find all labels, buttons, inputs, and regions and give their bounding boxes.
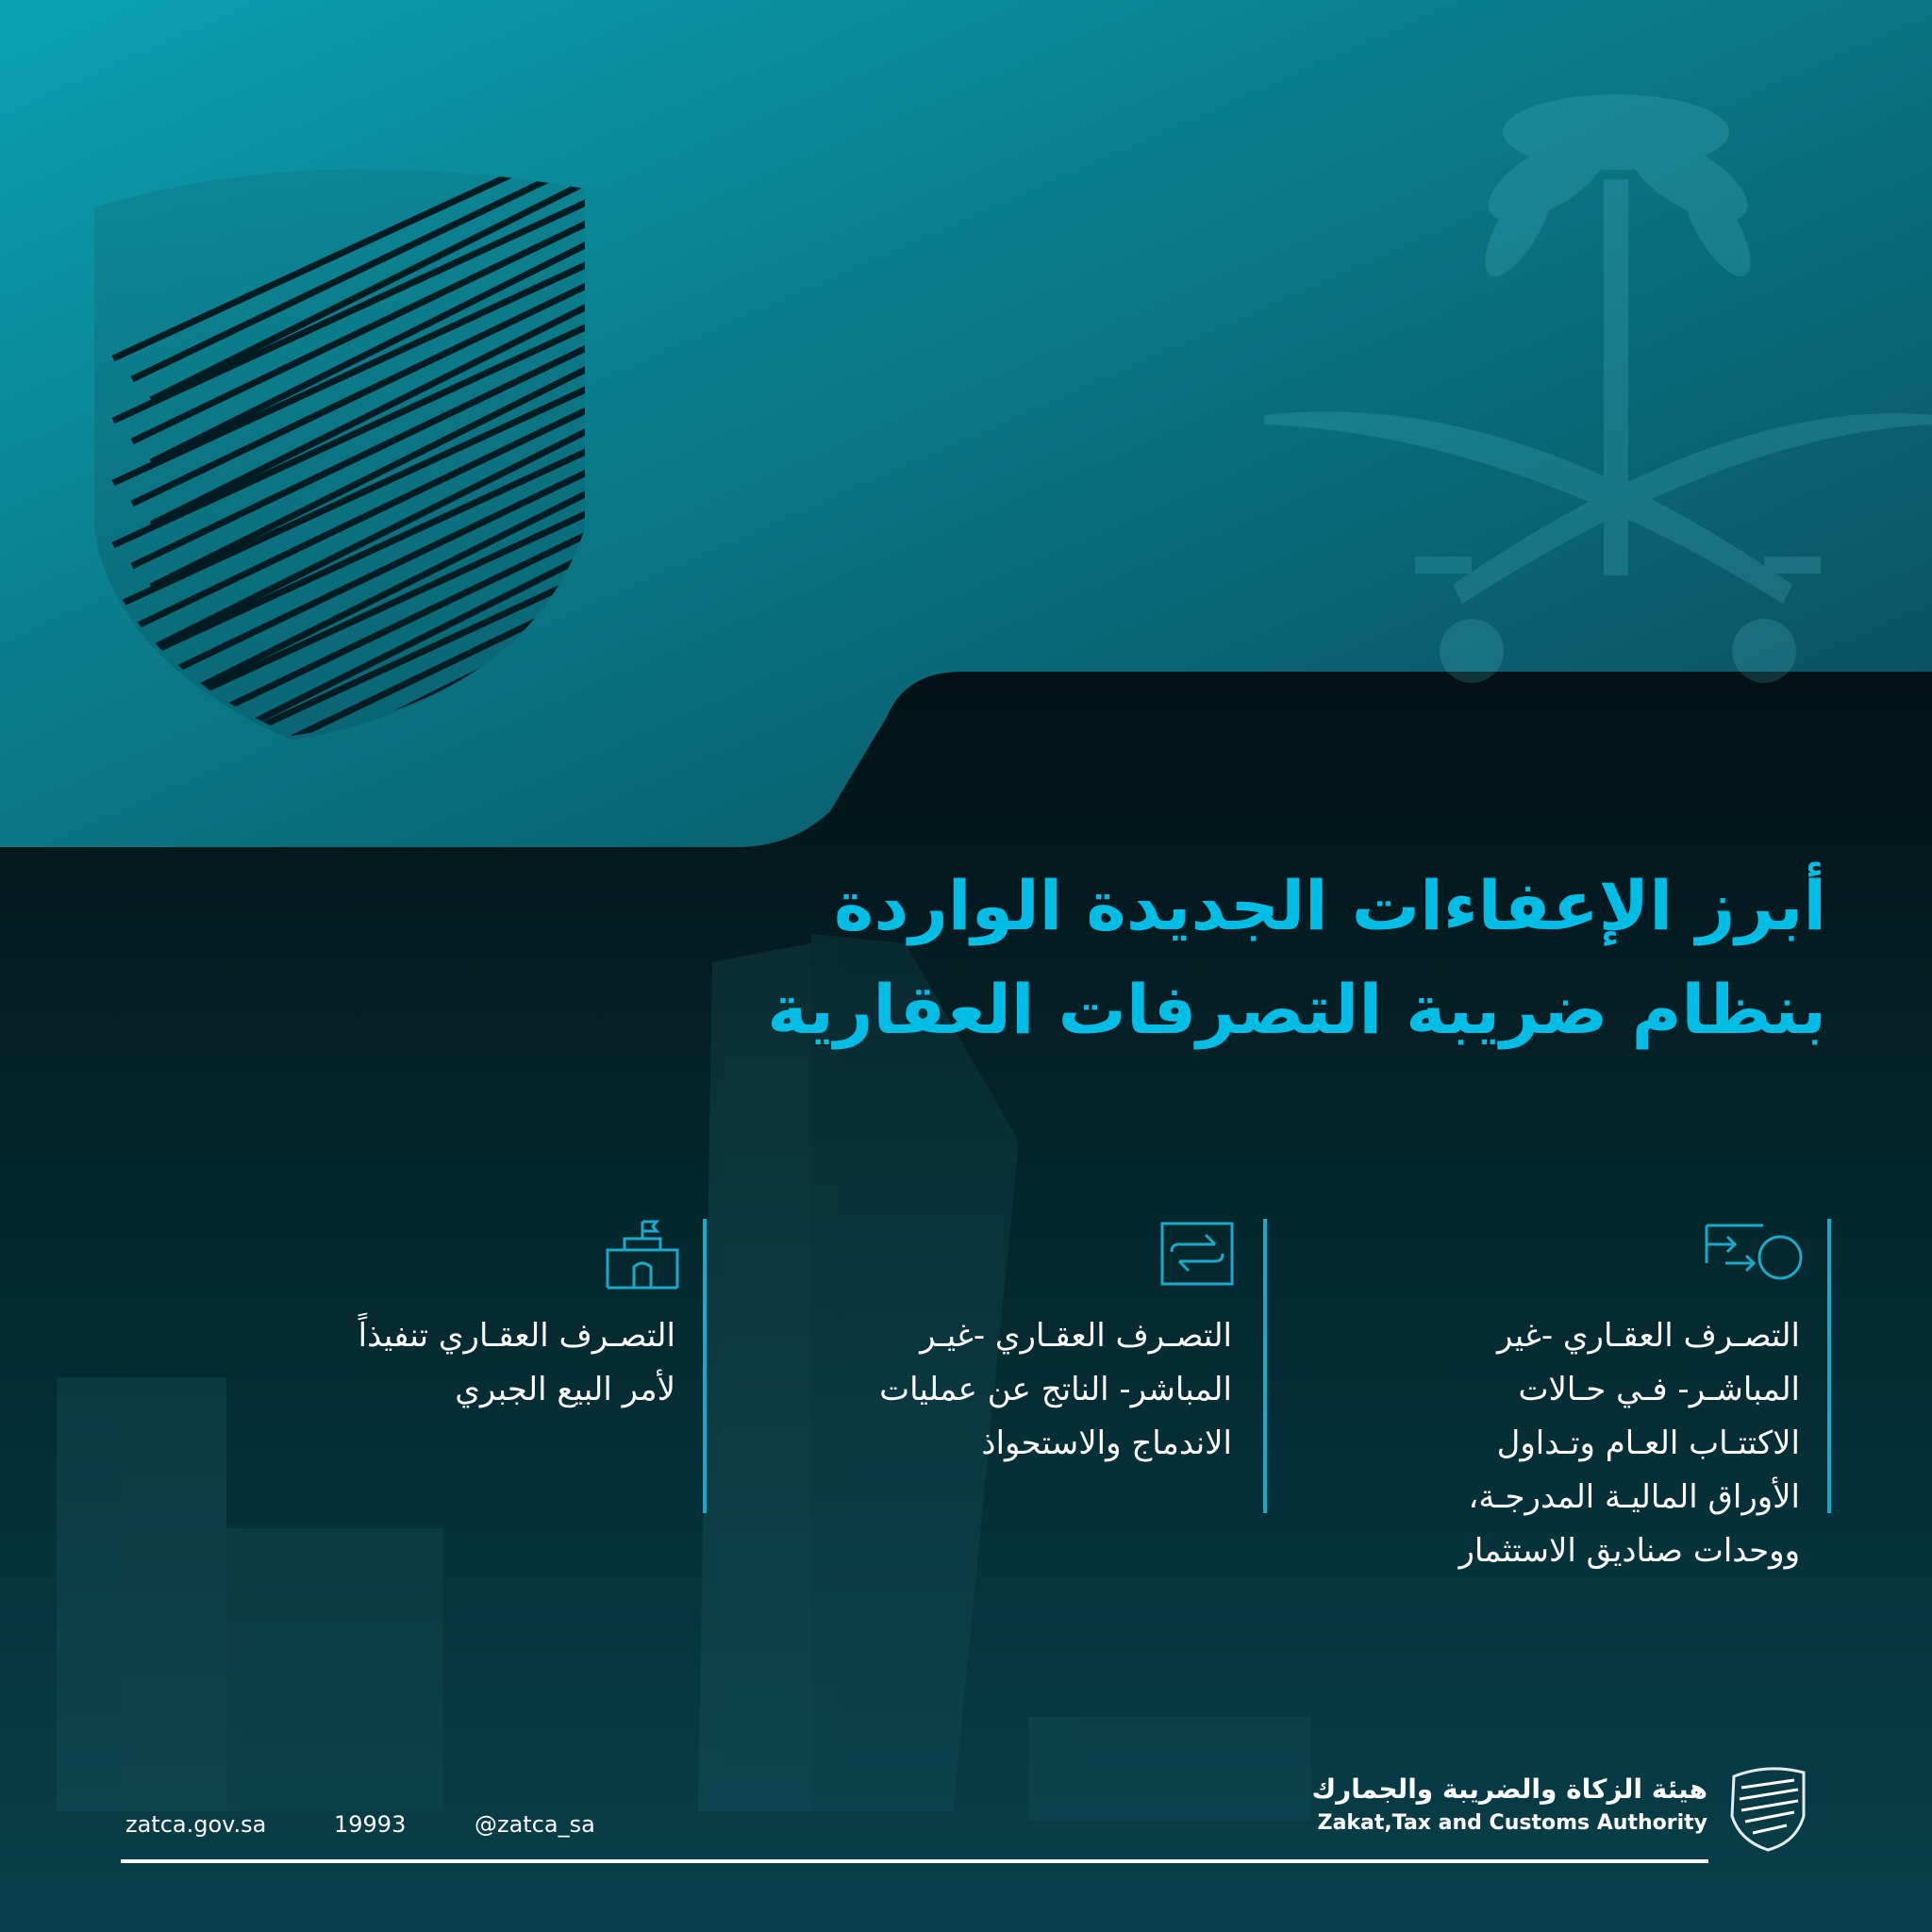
column-3-line: لأمر البيع الجبري <box>455 1371 675 1408</box>
court-building-flag-icon <box>604 1220 681 1290</box>
headline <box>600 854 1826 1061</box>
headline-line-1: أبرز الإعفاءات الجديدة الواردة <box>833 866 1826 945</box>
arrows-to-circle-icon <box>1703 1222 1803 1284</box>
column-1-text <box>1366 1309 1800 1578</box>
footer-divider-line <box>121 1859 1708 1863</box>
exchange-arrows-icon <box>1160 1222 1234 1286</box>
organization-name-arabic: هيئة الزكاة والضريبة والجمارك <box>1311 1774 1707 1805</box>
website-link[interactable]: zatca.gov.sa <box>125 1811 267 1838</box>
column-1-line: الاكتتـاب العـام وتـداول <box>1496 1424 1800 1462</box>
headline-line-2: بنظام ضريبة التصرفات العقارية <box>767 970 1826 1049</box>
column-3-line: التصـرف العقـاري تنفيذاً <box>358 1317 675 1355</box>
organization-name-english: Zakat,Tax and Customs Authority <box>1317 1811 1707 1835</box>
column-1-line: المباشـر- فـي حـالات <box>1518 1371 1800 1408</box>
column-2-text <box>798 1309 1232 1471</box>
column-2-line: الاندماج والاستحواذ <box>981 1424 1232 1462</box>
column-2-line: المباشر- الناتج عن عمليات <box>879 1371 1232 1408</box>
column-2-line: التصـرف العقـاري -غيـر <box>920 1317 1232 1355</box>
column-2-divider <box>1263 1219 1267 1513</box>
column-1-line: الأوراق الماليـة المدرجـة، <box>1468 1478 1800 1516</box>
column-1-line: ووحدات صناديق الاستثمار <box>1458 1532 1800 1570</box>
phone-number: 19993 <box>334 1811 407 1838</box>
column-3-text <box>242 1309 675 1417</box>
zatca-logo-icon <box>1724 1759 1811 1854</box>
column-1-divider <box>1827 1219 1831 1513</box>
column-3-divider <box>703 1219 707 1513</box>
social-handle[interactable]: @zatca_sa <box>475 1811 595 1838</box>
column-1-line: التصـرف العقـاري -غير <box>1497 1317 1800 1355</box>
